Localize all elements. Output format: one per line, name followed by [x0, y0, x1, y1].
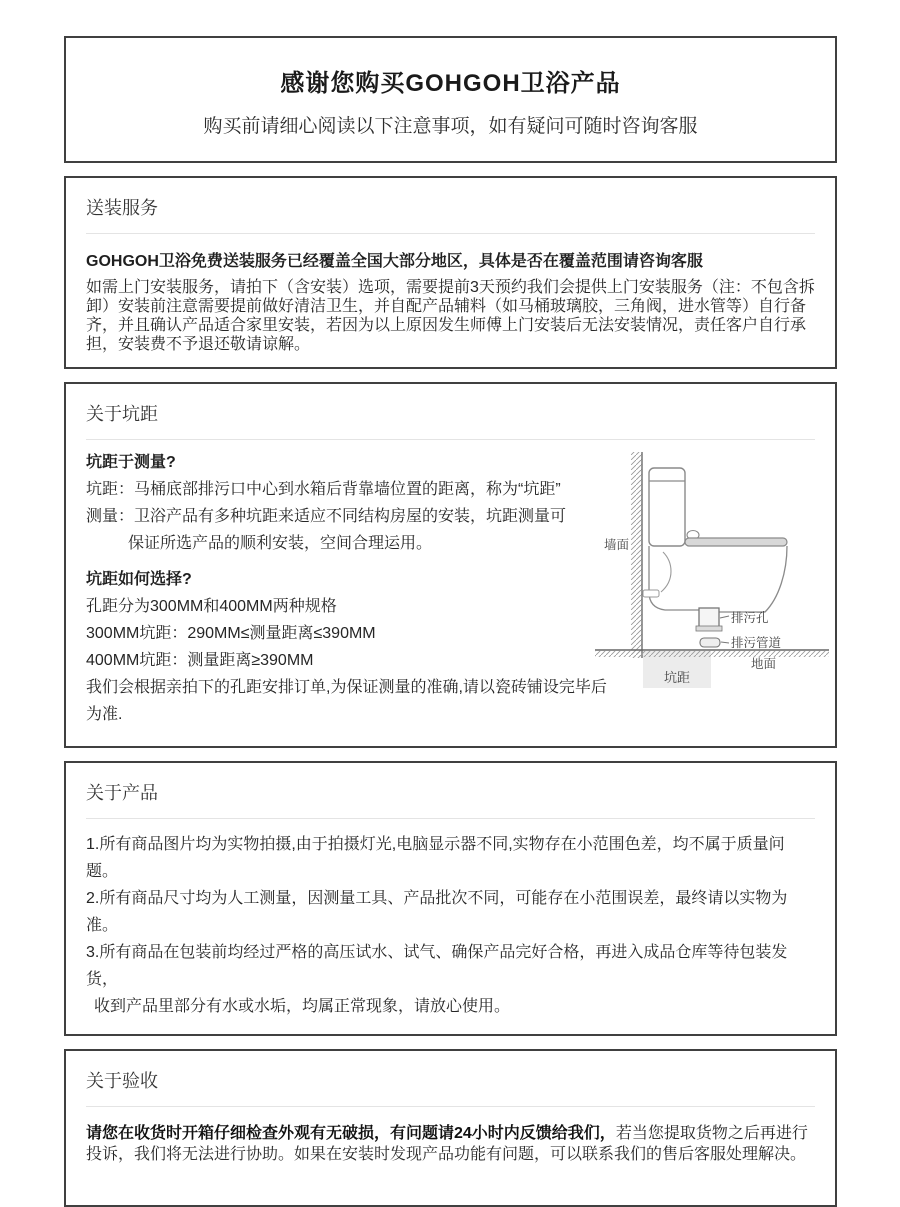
drain-hole-flange — [696, 626, 722, 631]
wall-hatch — [631, 452, 642, 658]
pit-section-title: 关于坑距 — [86, 404, 158, 424]
product-note-2: 2.所有商品尺寸均为人工测量，因测量工具、产品批次不同，可能存在小范围误差，最终请以实物为准。 — [86, 890, 788, 934]
delivery-body-text: 如需上门安装服务，请拍下（含安装）选项，需要提前3天预约我们会提供上门安装服务（注：不包含拆卸）安装前注意需要提前做好清洁卫生，并自配产品辅料（如马桶玻璃胶，三角阀，进水管等）自行备齐，并且确认产品适合家里安装，若因为以上原因发生师傅上门安装后无法安装情况，责任客户自行承担，安装费不予退还敬请谅解。 — [86, 279, 815, 353]
pit-line: 测量：卫浴产品有多种坑距来适应不同结构房屋的安装，坑距测量可 — [86, 508, 567, 525]
drain-pipe-leader — [721, 642, 729, 643]
delivery-section-title: 送装服务 — [86, 198, 158, 218]
pit-text-column — [86, 450, 610, 728]
pit-distance-diagram — [581, 440, 831, 690]
page-title: 感谢您购买GOHGOH卫浴产品 — [280, 70, 621, 97]
header-card — [64, 36, 837, 163]
pit-question-choose: 坑距如何选择? — [86, 571, 192, 588]
section-divider — [86, 233, 815, 234]
acceptance-body-text — [86, 1123, 815, 1205]
acceptance-section-title: 关于验收 — [86, 1071, 158, 1091]
floor-label: 地面 — [751, 657, 777, 671]
product-note-3-continued: 收到产品里部分有水或水垢，均属正常现象，请放心使用。 — [94, 998, 511, 1015]
acceptance-bold-text: 请您在收货时开箱仔细检查外观有无破损，有问题请24小时内反馈给我们， — [86, 1125, 616, 1142]
acceptance-rest-text: 若当您提取货物之后再进行投诉，我们将无法进行协助。如果在安装时发现产品功能有问题，可以联系我们的售后客服处理解决。 — [86, 1125, 808, 1163]
floor-hatch — [595, 651, 829, 657]
pit-section-body — [86, 440, 815, 746]
acceptance-section — [64, 1049, 837, 1207]
section-divider — [86, 818, 815, 819]
drain-hole-box — [699, 608, 719, 628]
product-note-3: 3.所有商品在包装前均经过严格的高压试水、试气、确保产品完好合格，再进入成品仓库等待包装发货， — [86, 944, 788, 988]
delivery-service-section — [64, 176, 837, 369]
pit-line: 我们会根据亲拍下的孔距安排订单,为保证测量的准确,请以瓷砖铺设完毕后为准. — [86, 679, 607, 723]
delivery-lead-text: GOHGOH卫浴免费送装服务已经覆盖全国大部分地区，具体是否在覆盖范围请咨询客服 — [86, 253, 703, 270]
pit-line: 400MM坑距：测量距离≥390MM — [86, 652, 314, 669]
product-section — [64, 761, 837, 1036]
seat-bar — [685, 538, 787, 546]
tank-outline — [649, 468, 685, 546]
base-outline — [649, 546, 699, 610]
section-divider — [86, 1106, 815, 1107]
product-note-1: 1.所有商品图片均为实物拍摄,由于拍摄灯光,电脑显示器不同,实物存在小范围色差，均不属于质量问题。 — [86, 836, 785, 880]
pit-distance-section — [64, 382, 837, 748]
trapway-curve — [661, 552, 671, 592]
drain-hole-label: 排污孔 — [731, 611, 769, 625]
drain-pipe-label: 排污管道 — [731, 636, 782, 650]
page-subtitle: 购买前请细心阅读以下注意事项，如有疑问可随时咨询客服 — [203, 116, 698, 137]
bowl-curve — [719, 546, 787, 612]
pit-distance-label: 坑距 — [663, 670, 691, 685]
product-section-title: 关于产品 — [86, 783, 158, 803]
toilet-illustration — [581, 440, 831, 690]
pit-line: 坑距：马桶底部排污口中心到水箱后背靠墙位置的距离，称为“坑距” — [86, 481, 561, 498]
pit-line: 保证所选产品的顺利安装，空间合理运用。 — [128, 535, 433, 552]
drain-hole-leader — [720, 616, 729, 618]
pit-question-measure: 坑距于测量? — [86, 454, 176, 471]
pit-line: 300MM坑距：290MM≤测量距离≤390MM — [86, 625, 376, 642]
supply-valve — [643, 590, 659, 597]
pit-line: 孔距分为300MM和400MM两种规格 — [86, 598, 337, 615]
wall-label: 墙面 — [603, 538, 629, 552]
drain-pipe-shape — [700, 638, 720, 647]
